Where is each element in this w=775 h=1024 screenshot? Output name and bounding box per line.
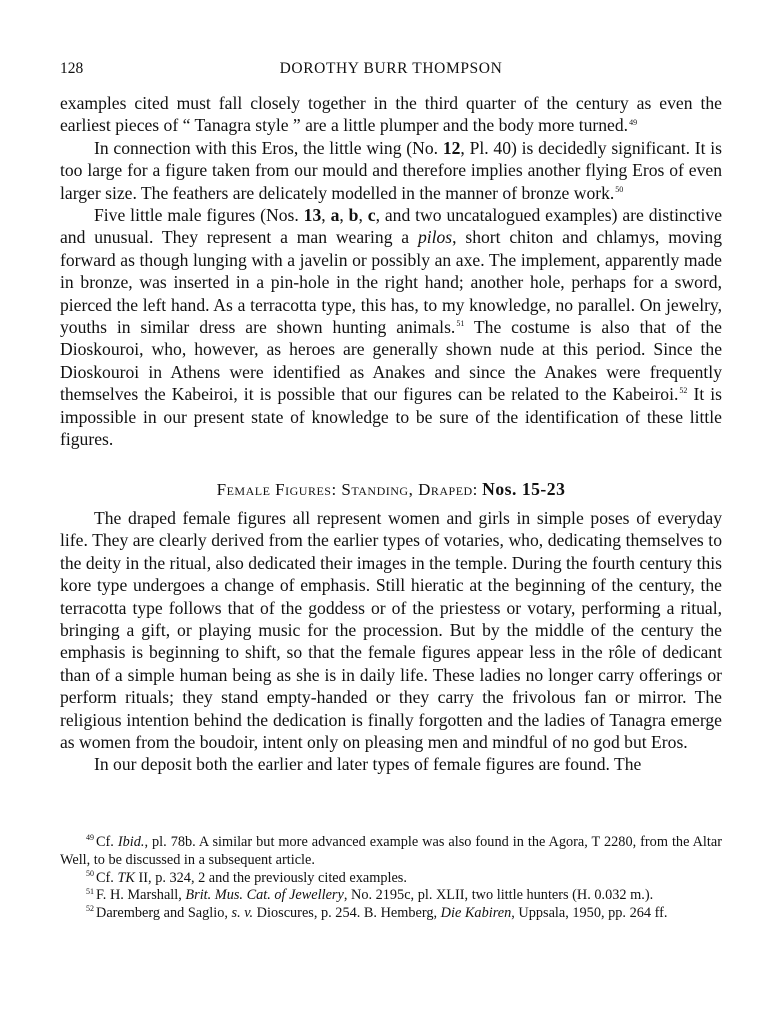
- footnote-ref-51[interactable]: 51: [456, 319, 465, 329]
- text-run: ,: [358, 205, 368, 226]
- italic-term: pilos: [417, 227, 453, 248]
- footnote-ref-52[interactable]: 52: [679, 386, 688, 396]
- italic-term: TK: [117, 869, 135, 886]
- text-run: It is impossible in our present state of knowledge to be sure of the identification of these little figures.: [60, 384, 722, 450]
- italic-term: Brit. Mus. Cat. of Jewellery: [185, 887, 344, 904]
- footnote-52: [60, 905, 722, 923]
- catalogue-number: a: [330, 205, 340, 226]
- running-title: DOROTHY BURR THOMPSON: [279, 60, 503, 77]
- italic-term: Die Kabiren: [440, 905, 512, 922]
- page-header: [60, 60, 722, 82]
- text-run: Cf.: [96, 834, 118, 850]
- text-run: The costume is also that of the Dioskouroi, who, however, as heroes are generally shown nude at this period. Since the Dioskouroi in Athens were identified as Anakes and since the Anakes were frequently themselves the Kabeiroi, it is possible that our figures can be related to the Kabeiroi.: [60, 317, 722, 405]
- text-run: , No. 2195c, pl. XLII, two little hunters (H. 0.032 m.).: [343, 887, 654, 904]
- catalogue-number: 13: [303, 205, 322, 226]
- paragraph-5: [60, 753, 722, 775]
- paragraph-2: [60, 137, 722, 204]
- text-run: In connection with this Eros, the little wing (No.: [94, 137, 443, 158]
- text-run: , Pl. 40) is decidedly significant. It is too large for a figure taken from our mould and therefore implies another flying Eros of even larger size. The feathers are delicately modelled in the manner of bronze work.: [60, 137, 723, 203]
- section-heading: [60, 478, 722, 502]
- text-run: , pl. 78b. A similar but more advanced example was also found in the Agora, T 2280, from the Altar Well, to be discussed in a subsequent article.: [60, 834, 722, 868]
- footnote-number: 50: [86, 868, 94, 878]
- paragraph-4: [60, 507, 722, 753]
- section-heading-label: Female Figures: Standing, Draped:: [216, 479, 478, 499]
- text-run: F. H. Marshall,: [96, 887, 186, 904]
- footnote-51: [60, 887, 722, 905]
- text-run: Daremberg and Saglio,: [96, 905, 232, 922]
- footnote-ref-49[interactable]: 49: [629, 117, 638, 127]
- text-run: , Uppsala, 1950, pp. 264 ff.: [511, 905, 668, 922]
- text-run: , short chiton and chlamys, moving forward as though lunging with a javelin or possibly an axe. The implement, apparently made in bronze, was inserted in a pin-hole in the right hand; another hole, perhaps for a sword, pierced the left hand. As a terracotta type, this has, to my knowledge, no parallel. On jewelry, youths in similar dress are shown hunting animals.: [60, 227, 722, 338]
- footnote-49: [60, 834, 722, 870]
- footnote-50: [60, 870, 722, 888]
- text-run: ,: [321, 205, 331, 226]
- text-run: Cf.: [96, 869, 118, 886]
- text-run: , and two uncatalogued examples) are distinctive and unusual. They represent a man wearing a: [60, 205, 722, 248]
- paragraph-1-text: examples cited must fall closely together in the third quarter of the century as even the earliest pieces of “ Tanagra style ” are a little plumper and the body more turned.: [60, 93, 722, 136]
- paragraph-3: [60, 204, 722, 450]
- text-run: The draped female figures all represent women and girls in simple poses of everyday life. They are clearly derived from the earlier types of votaries, who, dedicating themselves to the deity in the ritual, also dedicated their images in the temple. During the fourth century this kore type undergoes a change of emphasis. Still hieratic at the beginning of the century, the terracotta type follows that of the goddess or of the priestess or votary, performing a ritual, bringing a gift, or playing music for the procession. But by the middle of the century the emphasis is beginning to shift, so that the female figures appear less in the rôle of dedicant than of a simple human being as she is in daily life. These ladies no longer carry offerings or perform rituals; they stand empty-handed or they carry the frivolous fan or mirror. The religious intention behind the dedication is finally forgotten and the ladies of Tanagra emerge as women from the boudoir, intent only on pleasing men and mindful of no god but Eros.: [60, 507, 722, 752]
- body-text: [60, 92, 722, 776]
- catalogue-number: b: [348, 205, 359, 226]
- catalogue-number: c: [367, 205, 376, 226]
- italic-term: Ibid.: [117, 834, 145, 850]
- text-run: II, p. 324, 2 and the previously cited examples.: [134, 869, 407, 886]
- footnote-number: 51: [86, 886, 94, 896]
- text-run: In our deposit both the earlier and later types of female figures are found. The: [94, 754, 642, 775]
- paragraph-1: [60, 92, 722, 137]
- footnote-number: 52: [86, 904, 94, 914]
- footnote-ref-50[interactable]: 50: [615, 184, 624, 194]
- footnote-number: 49: [86, 833, 94, 843]
- section-heading-numbers: Nos. 15-23: [482, 478, 566, 499]
- text-run: Dioscures, p. 254. B. Hemberg,: [253, 905, 441, 922]
- footnotes: [60, 834, 722, 923]
- italic-term: s. v.: [231, 905, 254, 922]
- catalogue-number: 12: [442, 137, 461, 158]
- text-run: Five little male figures (Nos.: [94, 205, 304, 226]
- text-run: ,: [339, 205, 349, 226]
- page-number: 128: [60, 60, 84, 77]
